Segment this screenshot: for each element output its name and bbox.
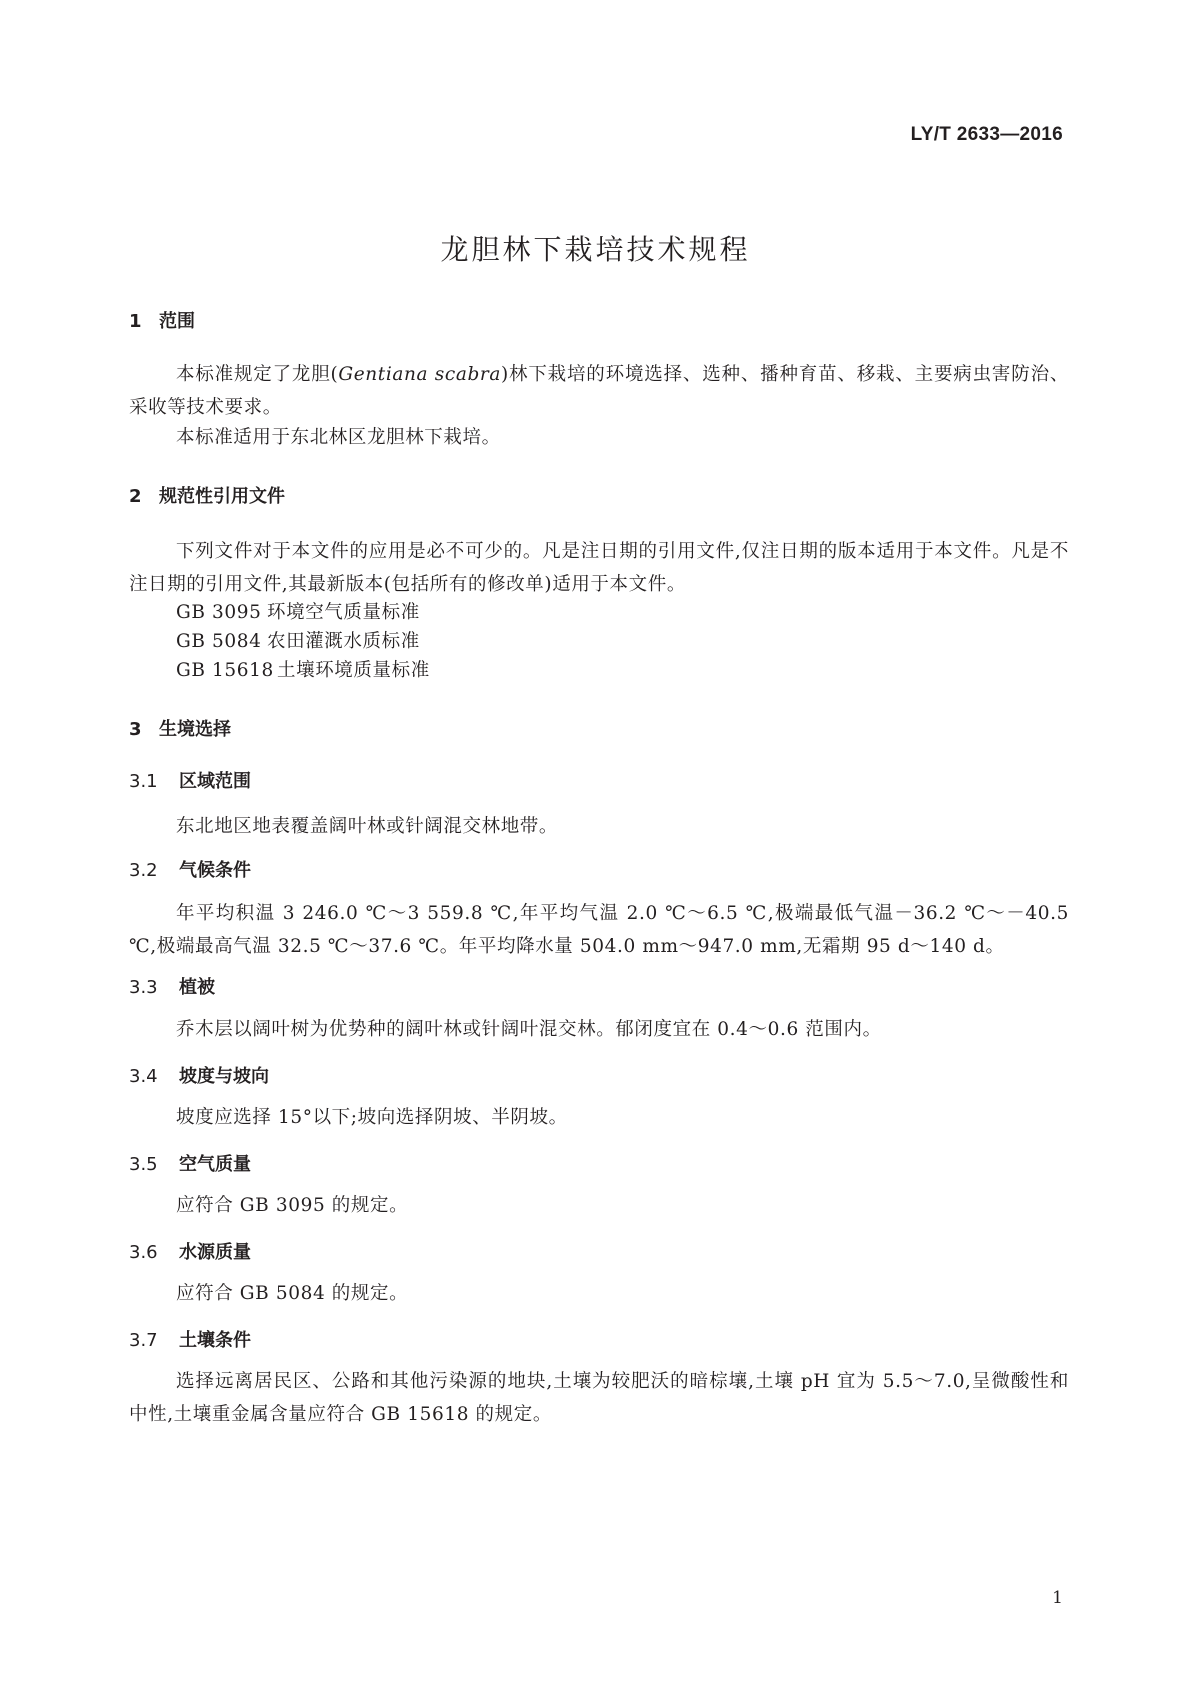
page-title: 龙胆林下栽培技术规程 <box>440 233 751 266</box>
section-1-paragraph-1 <box>129 358 1069 424</box>
subsection-3-6-text: 应符合 GB 5084 的规定。 <box>176 1283 409 1304</box>
section-number: 3 <box>129 719 142 740</box>
page-number: 1 <box>1052 1588 1063 1608</box>
section-1-paragraph-2: 本标准适用于东北林区龙胆林下栽培。 <box>176 427 501 448</box>
subsection-title: 气候条件 <box>179 860 251 881</box>
section-number: 2 <box>129 486 142 507</box>
subsection-number: 3.5 <box>129 1154 158 1175</box>
latin-name: Gentiana scabra <box>338 364 502 385</box>
subsection-3-1-text: 东北地区地表覆盖阔叶林或针阔混交林地带。 <box>176 816 559 837</box>
section-title: 规范性引用文件 <box>159 486 285 507</box>
section-title: 生境选择 <box>159 719 231 740</box>
reference-item <box>176 656 430 682</box>
subsection-3-1-heading <box>129 767 251 793</box>
subsection-number: 3.7 <box>129 1330 158 1351</box>
section-2-intro: 下列文件对于本文件的应用是必不可少的。凡是注日期的引用文件,仅注日期的版本适用于本文件。凡是不注日期的引用文件,其最新版本(包括所有的修改单)适用于本文件。 <box>129 541 1069 595</box>
reference-code: GB 5084 <box>176 631 262 652</box>
subsection-title: 区域范围 <box>179 771 251 792</box>
subsection-3-3-heading <box>129 973 215 999</box>
subsection-title: 植被 <box>179 977 215 998</box>
text-run: 本标准规定了龙胆( <box>176 364 339 385</box>
reference-code: GB 15618 <box>176 660 274 681</box>
subsection-title: 土壤条件 <box>179 1330 251 1351</box>
subsection-3-4-text: 坡度应选择 15°以下;坡向选择阴坡、半阴坡。 <box>176 1107 568 1128</box>
subsection-title: 水源质量 <box>179 1242 251 1263</box>
section-3-heading <box>129 715 231 741</box>
reference-item <box>176 627 420 653</box>
subsection-number: 3.2 <box>129 860 158 881</box>
reference-name: 环境空气质量标准 <box>267 602 420 623</box>
subsection-number: 3.3 <box>129 977 158 998</box>
reference-item <box>176 598 420 624</box>
text-run: )林下栽培的环境选择、选种、播种育苗、移栽、主要病虫害防治、采收等技术要求。 <box>129 364 1069 418</box>
section-title: 范围 <box>159 311 195 332</box>
subsection-3-7-text: 选择远离居民区、公路和其他污染源的地块,土壤为较肥沃的暗棕壤,土壤 pH 宜为 5.5～7.0,呈微酸性和中性,土壤重金属含量应符合 GB 15618 的规定。 <box>129 1371 1069 1425</box>
section-number: 1 <box>129 311 142 332</box>
section-2-heading <box>129 482 285 508</box>
subsection-3-3-text: 乔木层以阔叶树为优势种的阔叶林或针阔叶混交林。郁闭度宜在 0.4～0.6 范围内。 <box>176 1019 882 1040</box>
subsection-3-5-heading <box>129 1150 251 1176</box>
subsection-3-5-text: 应符合 GB 3095 的规定。 <box>176 1195 409 1216</box>
reference-code: GB 3095 <box>176 602 262 623</box>
subsection-number: 3.6 <box>129 1242 158 1263</box>
subsection-3-2-text: 年平均积温 3 246.0 ℃～3 559.8 ℃,年平均气温 2.0 ℃～6.5 ℃,极端最低气温－36.2 ℃～－40.5 ℃,极端最高气温 32.5 ℃～37.6 ℃。年平均降水量 504.0 mm～947.0 mm,无霜期 95 d～140 d。 <box>129 903 1069 957</box>
subsection-3-4-heading <box>129 1062 269 1088</box>
reference-name: 土壤环境质量标准 <box>277 660 430 681</box>
subsection-3-6-heading <box>129 1238 251 1264</box>
reference-name: 农田灌溉水质标准 <box>267 631 420 652</box>
section-1-heading <box>129 307 195 333</box>
subsection-3-7-heading <box>129 1326 251 1352</box>
document-code: LY/T 2633—2016 <box>910 124 1063 145</box>
subsection-number: 3.1 <box>129 771 158 792</box>
subsection-3-2-heading <box>129 856 251 882</box>
subsection-title: 坡度与坡向 <box>179 1066 269 1087</box>
subsection-number: 3.4 <box>129 1066 158 1087</box>
subsection-title: 空气质量 <box>179 1154 251 1175</box>
